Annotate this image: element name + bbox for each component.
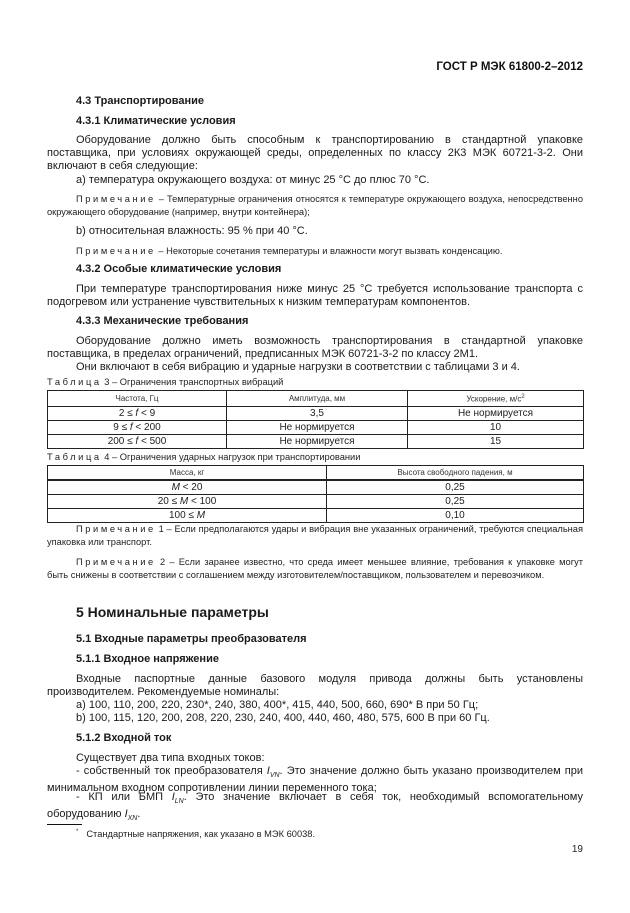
cell-amplitude: Не нормируется	[227, 434, 408, 448]
note-1-after-tables: Примечание 1 – Если предполагаются удары и вибрация вне указанных ограничений, требуются специальная упаковка или транспорт.	[47, 524, 583, 547]
cell-amplitude: 3,5	[227, 406, 408, 420]
table-4-shock-loads	[47, 465, 584, 523]
note-humidity: Примечание – Некоторые сочетания температуры и влажности могут вызвать конденсацию.	[76, 246, 503, 256]
cell-frequency: 9 ≤ f < 200	[48, 420, 227, 434]
paragraph-4-3-3-a: Оборудование должно иметь возможность транспортирования в стандартной упаковке поставщика, в пределах ограничений, предписанных МЭК 60721-3-2 по классу 2М1.	[47, 335, 583, 361]
footnote-divider	[47, 824, 82, 825]
column-header-fall-height: Высота свободного падения, м	[327, 466, 584, 481]
cell-mass: 20 ≤ M < 100	[48, 495, 327, 509]
table-row	[48, 406, 584, 420]
paragraph-4-3-3-b: Они включают в себя вибрацию и ударные нагрузки в соответствии с таблицами 3 и 4.	[76, 361, 520, 373]
cell-mass: 100 ≤ M	[48, 509, 327, 523]
page-number: 19	[571, 844, 583, 855]
table-row	[48, 420, 584, 434]
cell-acceleration: Не нормируется	[408, 406, 584, 420]
cell-fall-height: 0,10	[327, 509, 584, 523]
table-row	[48, 434, 584, 448]
note-temperature: Примечание – Температурные ограничения относятся к температуре окружающего воздуха, непосредственно окружающего оборудование (например, внутри контейнера);	[47, 194, 583, 217]
table-header-row	[48, 466, 584, 481]
item-a-voltages-50hz: а) 100, 110, 200, 220, 230*, 240, 380, 400*, 415, 440, 500, 660, 690* В при 50 Гц;	[76, 699, 479, 711]
cell-frequency: 2 ≤ f < 9	[48, 406, 227, 420]
paragraph-5-1-1: Входные паспортные данные базового модуля привода должны быть установлены производителем. Рекомендуемые номиналы:	[47, 673, 583, 699]
cell-fall-height: 0,25	[327, 480, 584, 495]
table-row	[48, 480, 584, 495]
cell-amplitude: Не нормируется	[227, 420, 408, 434]
item-cdm-bdm-current: - КП или БМП $I_{LN}$. Это значение включает в себя ток, необходимый вспомогательному оборудованию $I_{XN}$.	[47, 791, 583, 823]
table-header-row	[48, 391, 584, 407]
paragraph-5-1-2-intro: Существует два типа входных токов:	[76, 752, 265, 764]
table-row	[48, 509, 584, 523]
column-header-acceleration: Ускорение, $м/с^2$	[408, 391, 584, 407]
paragraph-4-3-1-intro: Оборудование должно быть способным к транспортированию в стандартной упаковке поставщика, при условиях окружающей среды, определенных по классу 2К3 МЭК 60721-3-2. Они включают в себя следующие:	[47, 134, 583, 173]
note-2-after-tables: Примечание 2 – Если заранее известно, что среда имеет меньшее влияние, требования к упаковке могут быть снижены в соответствии с соглашением между изготовителем/поставщиком, пользователем и перевозчиком.	[47, 557, 583, 580]
item-b-humidity: b) относительная влажность: 95 % при 40 °С.	[76, 225, 308, 237]
table-row	[48, 495, 584, 509]
column-header-frequency: Частота, Гц	[48, 391, 227, 407]
column-header-amplitude: Амплитуда, мм	[227, 391, 408, 407]
section-4-3-1-title: 4.3.1 Климатические условия	[76, 115, 236, 127]
item-b-voltages-60hz: b) 100, 115, 120, 200, 208, 220, 230, 240, 400, 440, 460, 480, 575, 600 В при 60 Гц.	[76, 712, 490, 724]
section-4-3-3-title: 4.3.3 Механические требования	[76, 315, 249, 327]
cell-fall-height: 0,25	[327, 495, 584, 509]
item-a-temperature: а) температура окружающего воздуха: от минус 25 °С до плюс 70 °С.	[76, 174, 430, 186]
footnote: * Стандартные напряжения, как указано в МЭК 60038.	[76, 829, 316, 840]
cell-acceleration: 15	[408, 434, 584, 448]
document-header-id: ГОСТ Р МЭК 61800-2–2012	[436, 61, 583, 73]
table-4-caption: Таблица 4 – Ограничения ударных нагрузок при транспортировании	[47, 452, 361, 462]
section-5-1-title: 5.1 Входные параметры преобразователя	[76, 633, 307, 645]
cell-frequency: 200 ≤ f < 500	[48, 434, 227, 448]
cell-mass: M < 20	[48, 480, 327, 495]
section-5-1-2-title: 5.1.2 Входной ток	[76, 732, 172, 744]
section-5-title: 5 Номинальные параметры	[76, 604, 269, 620]
cell-acceleration: 10	[408, 420, 584, 434]
paragraph-4-3-2: При температуре транспортирования ниже минус 25 °С требуется использование транспорта с подогревом или устранение чувствительных к низким температурам компонентов.	[47, 283, 583, 309]
table-3-caption: Таблица 3 – Ограничения транспортных вибраций	[47, 377, 284, 387]
table-3-transport-vibration	[47, 390, 584, 449]
section-4-3-title: 4.3 Транспортирование	[76, 95, 205, 107]
item-own-current: - собственный ток преобразователя $I_{VN}$. Это значение должно быть указано производителем при минимальном входном сопротивлении линии переменного тока;	[47, 765, 583, 795]
section-5-1-1-title: 5.1.1 Входное напряжение	[76, 653, 219, 665]
section-4-3-2-title: 4.3.2 Особые климатические условия	[76, 263, 282, 275]
column-header-mass: Масса, кг	[48, 466, 327, 481]
